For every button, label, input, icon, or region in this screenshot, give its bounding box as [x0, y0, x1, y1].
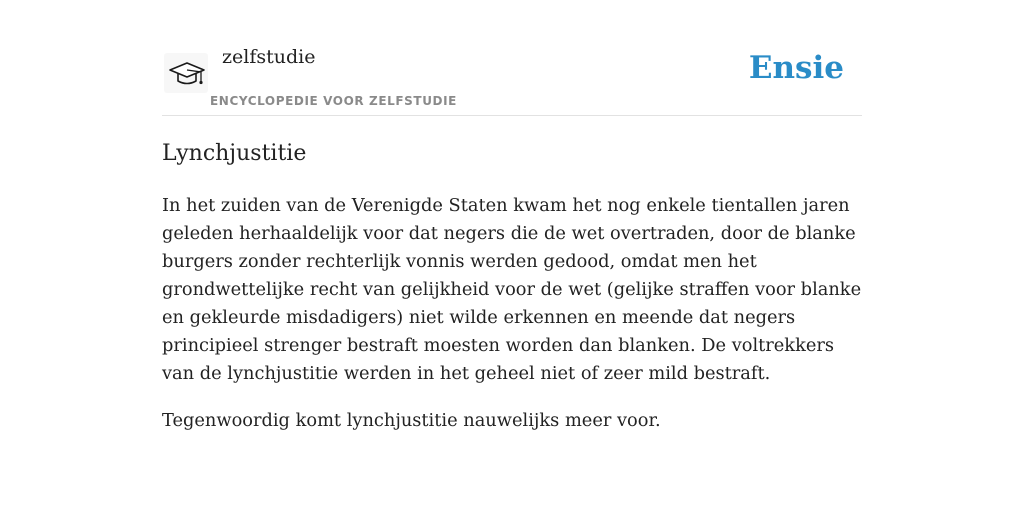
- article-title: Lynchjustitie: [162, 141, 307, 166]
- article-paragraph: Tegenwoordig komt lynchjustitie nauwelijks meer voor.: [162, 410, 661, 431]
- site-name[interactable]: zelfstudie: [222, 46, 316, 68]
- site-tagline: ENCYCLOPEDIE VOOR ZELFSTUDIE: [210, 94, 457, 108]
- brand-logo[interactable]: Ensie: [748, 50, 844, 86]
- article-body: [162, 192, 862, 435]
- article-paragraph: In het zuiden van de Verenigde Staten kwam het nog enkele tientallen jaren geleden herhaaldelijk voor dat negers die de wet overtraden, door de blanke burgers zonder rechterlijk vonnis werden gedood, omdat men het grondwettelijke recht van gelijkheid voor de wet (gelijke straffen voor blanke en gekleurde misdadigers) niet wilde erkennen en meende dat negers principieel strenger bestraft moesten worden dan blanken. De voltrekkers van de lynchjustitie werden in het geheel niet of zeer mild bestraft.: [162, 195, 862, 384]
- site-header: [162, 40, 862, 116]
- logo[interactable]: [164, 53, 208, 93]
- article: [162, 138, 862, 435]
